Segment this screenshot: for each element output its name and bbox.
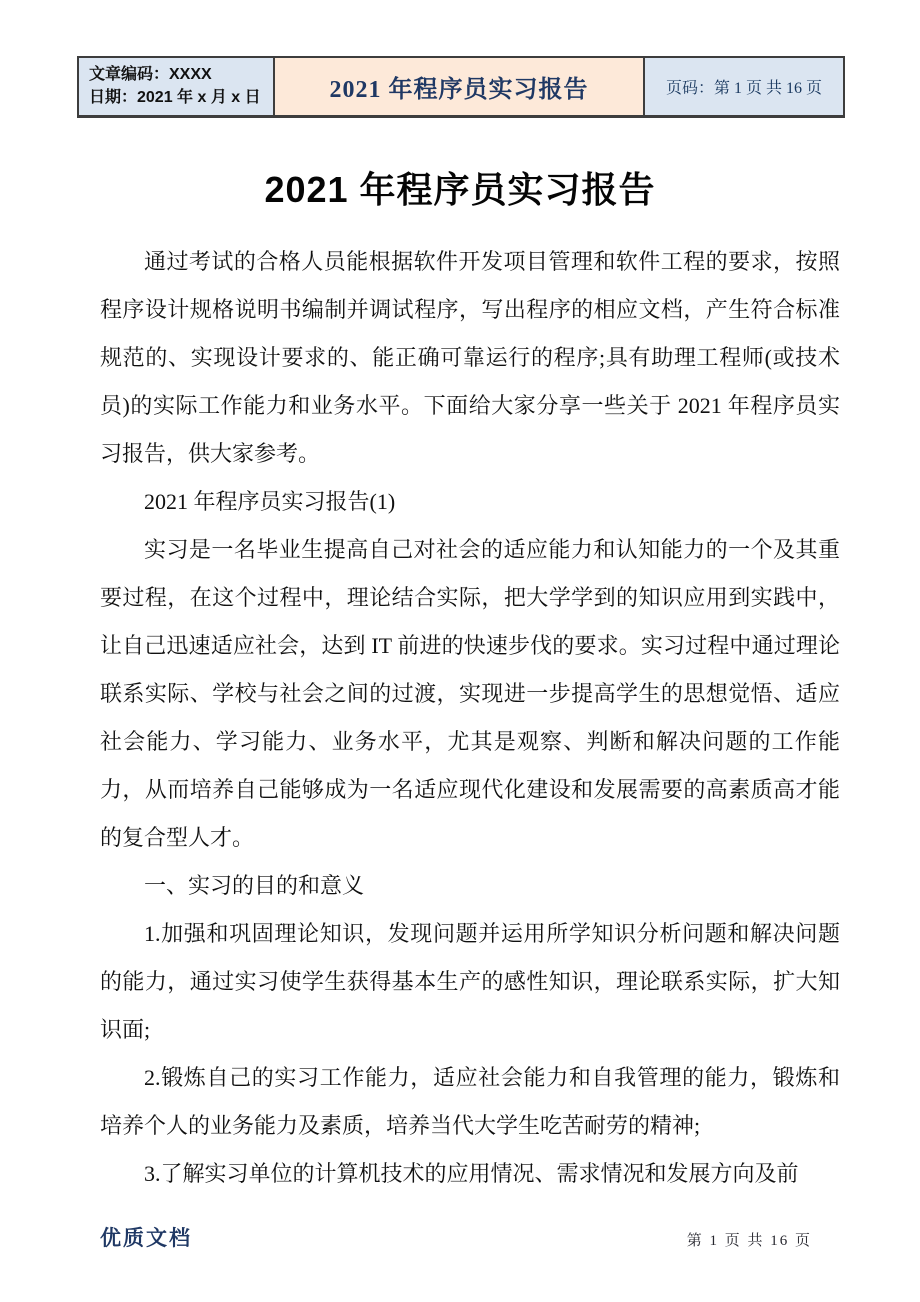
paragraph-internship-overview: 实习是一名毕业生提高自己对社会的适应能力和认知能力的一个及其重要过程，在这个过程中，理论结合实际，把大学学到的知识应用到实践中，让自己迅速适应社会，达到 IT 前进的快速步伐的要求。实习过程中通过理论联系实际、学校与社会之间的过渡，实现进一步提高学生的思想觉悟、适应社会能力、学习能力、业务水平，尤其是观察、判断和解决问题的工作能力，从而培养自己能够成为一名适应现代化建设和发展需要的高素质高才能的复合型人才。 <box>100 537 840 850</box>
document-header-table <box>77 56 845 118</box>
paragraph-item-3: 3.了解实习单位的计算机技术的应用情况、需求情况和发展方向及前 <box>144 1161 799 1186</box>
footer-brand: 优质文档 <box>100 1227 192 1250</box>
header-page-cell <box>645 58 843 115</box>
doc-date-label: 日期：2021 年 x 月 x 日 <box>89 89 261 106</box>
paragraph-report-heading: 2021 年程序员实习报告(1) <box>144 489 396 514</box>
paragraph-item-2: 2.锻炼自己的实习工作能力，适应社会能力和自我管理的能力，锻炼和培养个人的业务能力及素质，培养当代大学生吃苦耐劳的精神; <box>100 1065 840 1138</box>
header-title-cell <box>275 58 645 115</box>
paragraph-intro: 通过考试的合格人员能根据软件开发项目管理和软件工程的要求，按照程序设计规格说明书编制并调试程序，写出程序的相应文档，产生符合标准规范的、实现设计要求的、能正确可靠运行的程序;具有助理工程师(或技术员)的实际工作能力和业务水平。下面给大家分享一些关于 2021 年程序员实习报告，供大家参考。 <box>100 249 840 466</box>
header-page-number: 页码：第 1 页 共 16 页 <box>665 80 822 97</box>
page-title: 2021 年程序员实习报告 <box>264 169 656 210</box>
document-body <box>100 238 840 1198</box>
footer-page-number: 第 1 页 共 16 页 <box>686 1233 812 1249</box>
page-footer <box>100 1222 812 1252</box>
header-doc-title: 2021 年程序员实习报告 <box>329 77 589 103</box>
paragraph-item-1: 1.加强和巩固理论知识，发现问题并运用所学知识分析问题和解决问题的能力，通过实习使学生获得基本生产的感性知识，理论联系实际，扩大知识面; <box>100 921 840 1042</box>
section-heading-purpose: 一、实习的目的和意义 <box>144 873 365 898</box>
header-meta-cell <box>79 58 275 115</box>
doc-code-label: 文章编码：XXXX <box>89 66 212 83</box>
